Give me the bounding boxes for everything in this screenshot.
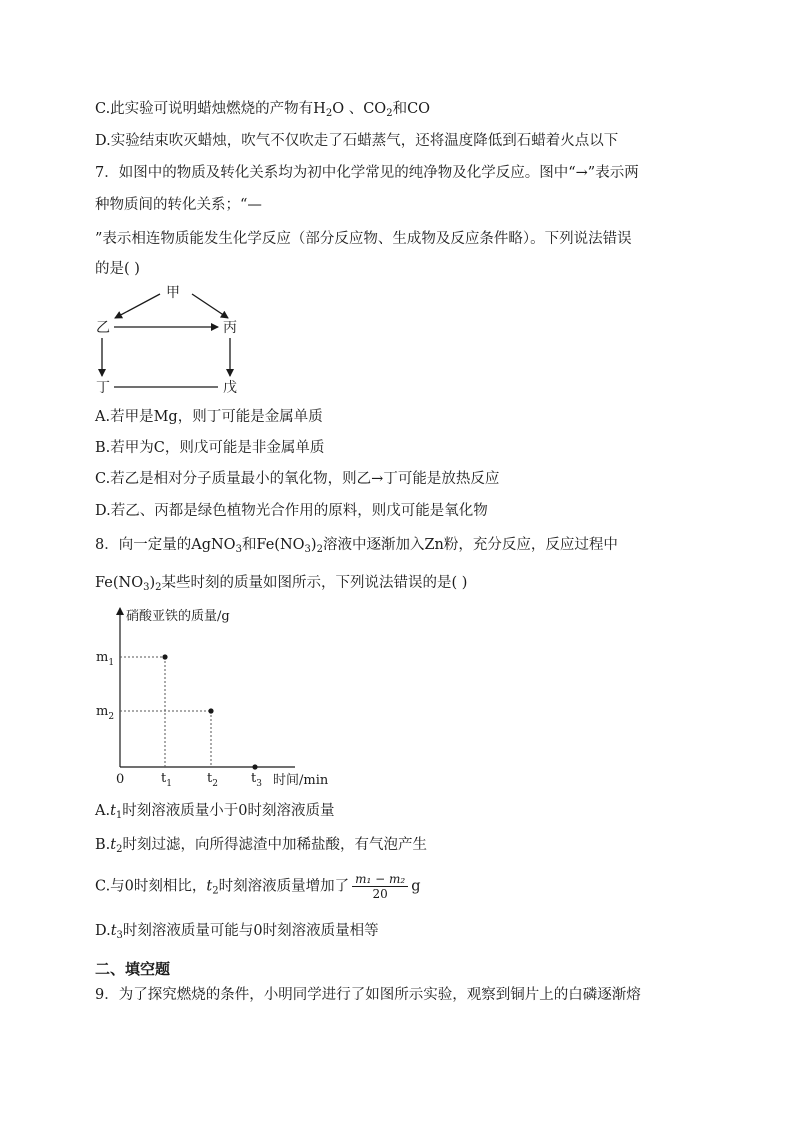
node-wu: 戊 xyxy=(223,380,237,396)
data-point-3 xyxy=(252,764,257,769)
section-title-fill-in: 二、填空题 xyxy=(95,960,171,978)
q8-option-d: $D.t_3$时刻溶液质量可能与0时刻溶液质量相等 xyxy=(95,923,379,941)
q7-stem-line1: 7．如图中的物质及转化关系均为初中化学常见的纯净物及化学反应。图中“→”表示两 xyxy=(95,165,639,181)
node-jia: 甲 xyxy=(166,285,180,301)
y-tick-label-2: $m_2$ xyxy=(96,704,115,722)
y-tick-label-1: $m_1$ xyxy=(96,650,115,668)
arrow-jia-to-yi xyxy=(115,294,160,318)
arrow-jia-to-bing xyxy=(192,294,228,318)
node-yi: 乙 xyxy=(96,320,110,336)
data-point-2 xyxy=(208,708,213,713)
node-bing: 丙 xyxy=(223,320,237,336)
q8-stem-line2: $Fe(NO_3)_2$某些时刻的质量如图所示，下列说法错误的是( ) xyxy=(95,575,468,593)
q7-option-c: C.若乙是相对分子质量最小的氧化物，则乙→丁可能是放热反应 xyxy=(95,471,500,487)
data-point-1 xyxy=(162,654,167,659)
q8-option-a: $A.t_1$时刻溶液质量小于0时刻溶液质量 xyxy=(95,803,335,821)
q9-stem-line1: 9．为了探究燃烧的条件，小明同学进行了如图所示实验，观察到铜片上的白磷逐渐熔 xyxy=(95,987,641,1003)
q8-option-c: C.与0时刻相比，$t_2$时刻溶液质量增加了 $\frac{\text{m₁ − m₂}}{20}$ g xyxy=(95,872,421,901)
q8-option-b: $B.t_2$时刻过滤，向所得滤渣中加稀盐酸，有气泡产生 xyxy=(95,837,427,855)
q7-stem-line4: 的是( ) xyxy=(95,261,140,277)
x-tick-label-2: $t_2$ xyxy=(207,771,218,789)
q7-stem-line3: ”表示相连物质能发生化学反应（部分反应物、生成物及反应条件略）。下列说法错误 xyxy=(95,231,632,247)
node-ding: 丁 xyxy=(96,380,110,396)
y-axis-label: 硝酸亚铁的质量/g xyxy=(126,609,230,624)
mass-fraction: $\frac{\text{m₁ − m₂}}{20}$ xyxy=(352,872,408,901)
q8-stem-line1: 8．向一定量的AgNO$_3$和$Fe(NO_3)_2$溶液中逐渐加入Zn粉，充分反应，反应过程中 xyxy=(95,537,618,555)
q6-option-c: C.此实验可说明蜡烛燃烧的产物有$H_2O$ 、$CO_2$和CO xyxy=(95,101,431,119)
x-tick-label-3: $t_3$ xyxy=(251,771,262,789)
origin-label: 0 xyxy=(116,772,125,787)
q6-option-d: D.实验结束吹灭蜡烛，吹气不仅吹走了石蜡蒸气，还将温度降低到石蜡着火点以下 xyxy=(95,133,619,149)
q7-transformation-diagram xyxy=(90,282,260,400)
q7-option-b: B.若甲为C，则戊可能是非金属单质 xyxy=(95,440,325,456)
q7-stem-line2: 种物质间的转化关系；“— xyxy=(95,197,262,213)
q8-ferrous-nitrate-mass-chart xyxy=(90,600,350,790)
q7-option-d: D.若乙、丙都是绿色植物光合作用的原料，则戊可能是氧化物 xyxy=(95,503,488,519)
q7-option-a: A.若甲是Mg，则丁可能是金属单质 xyxy=(95,409,323,425)
x-tick-label-1: $t_1$ xyxy=(161,771,172,789)
x-axis-label: 时间/min xyxy=(273,773,329,788)
